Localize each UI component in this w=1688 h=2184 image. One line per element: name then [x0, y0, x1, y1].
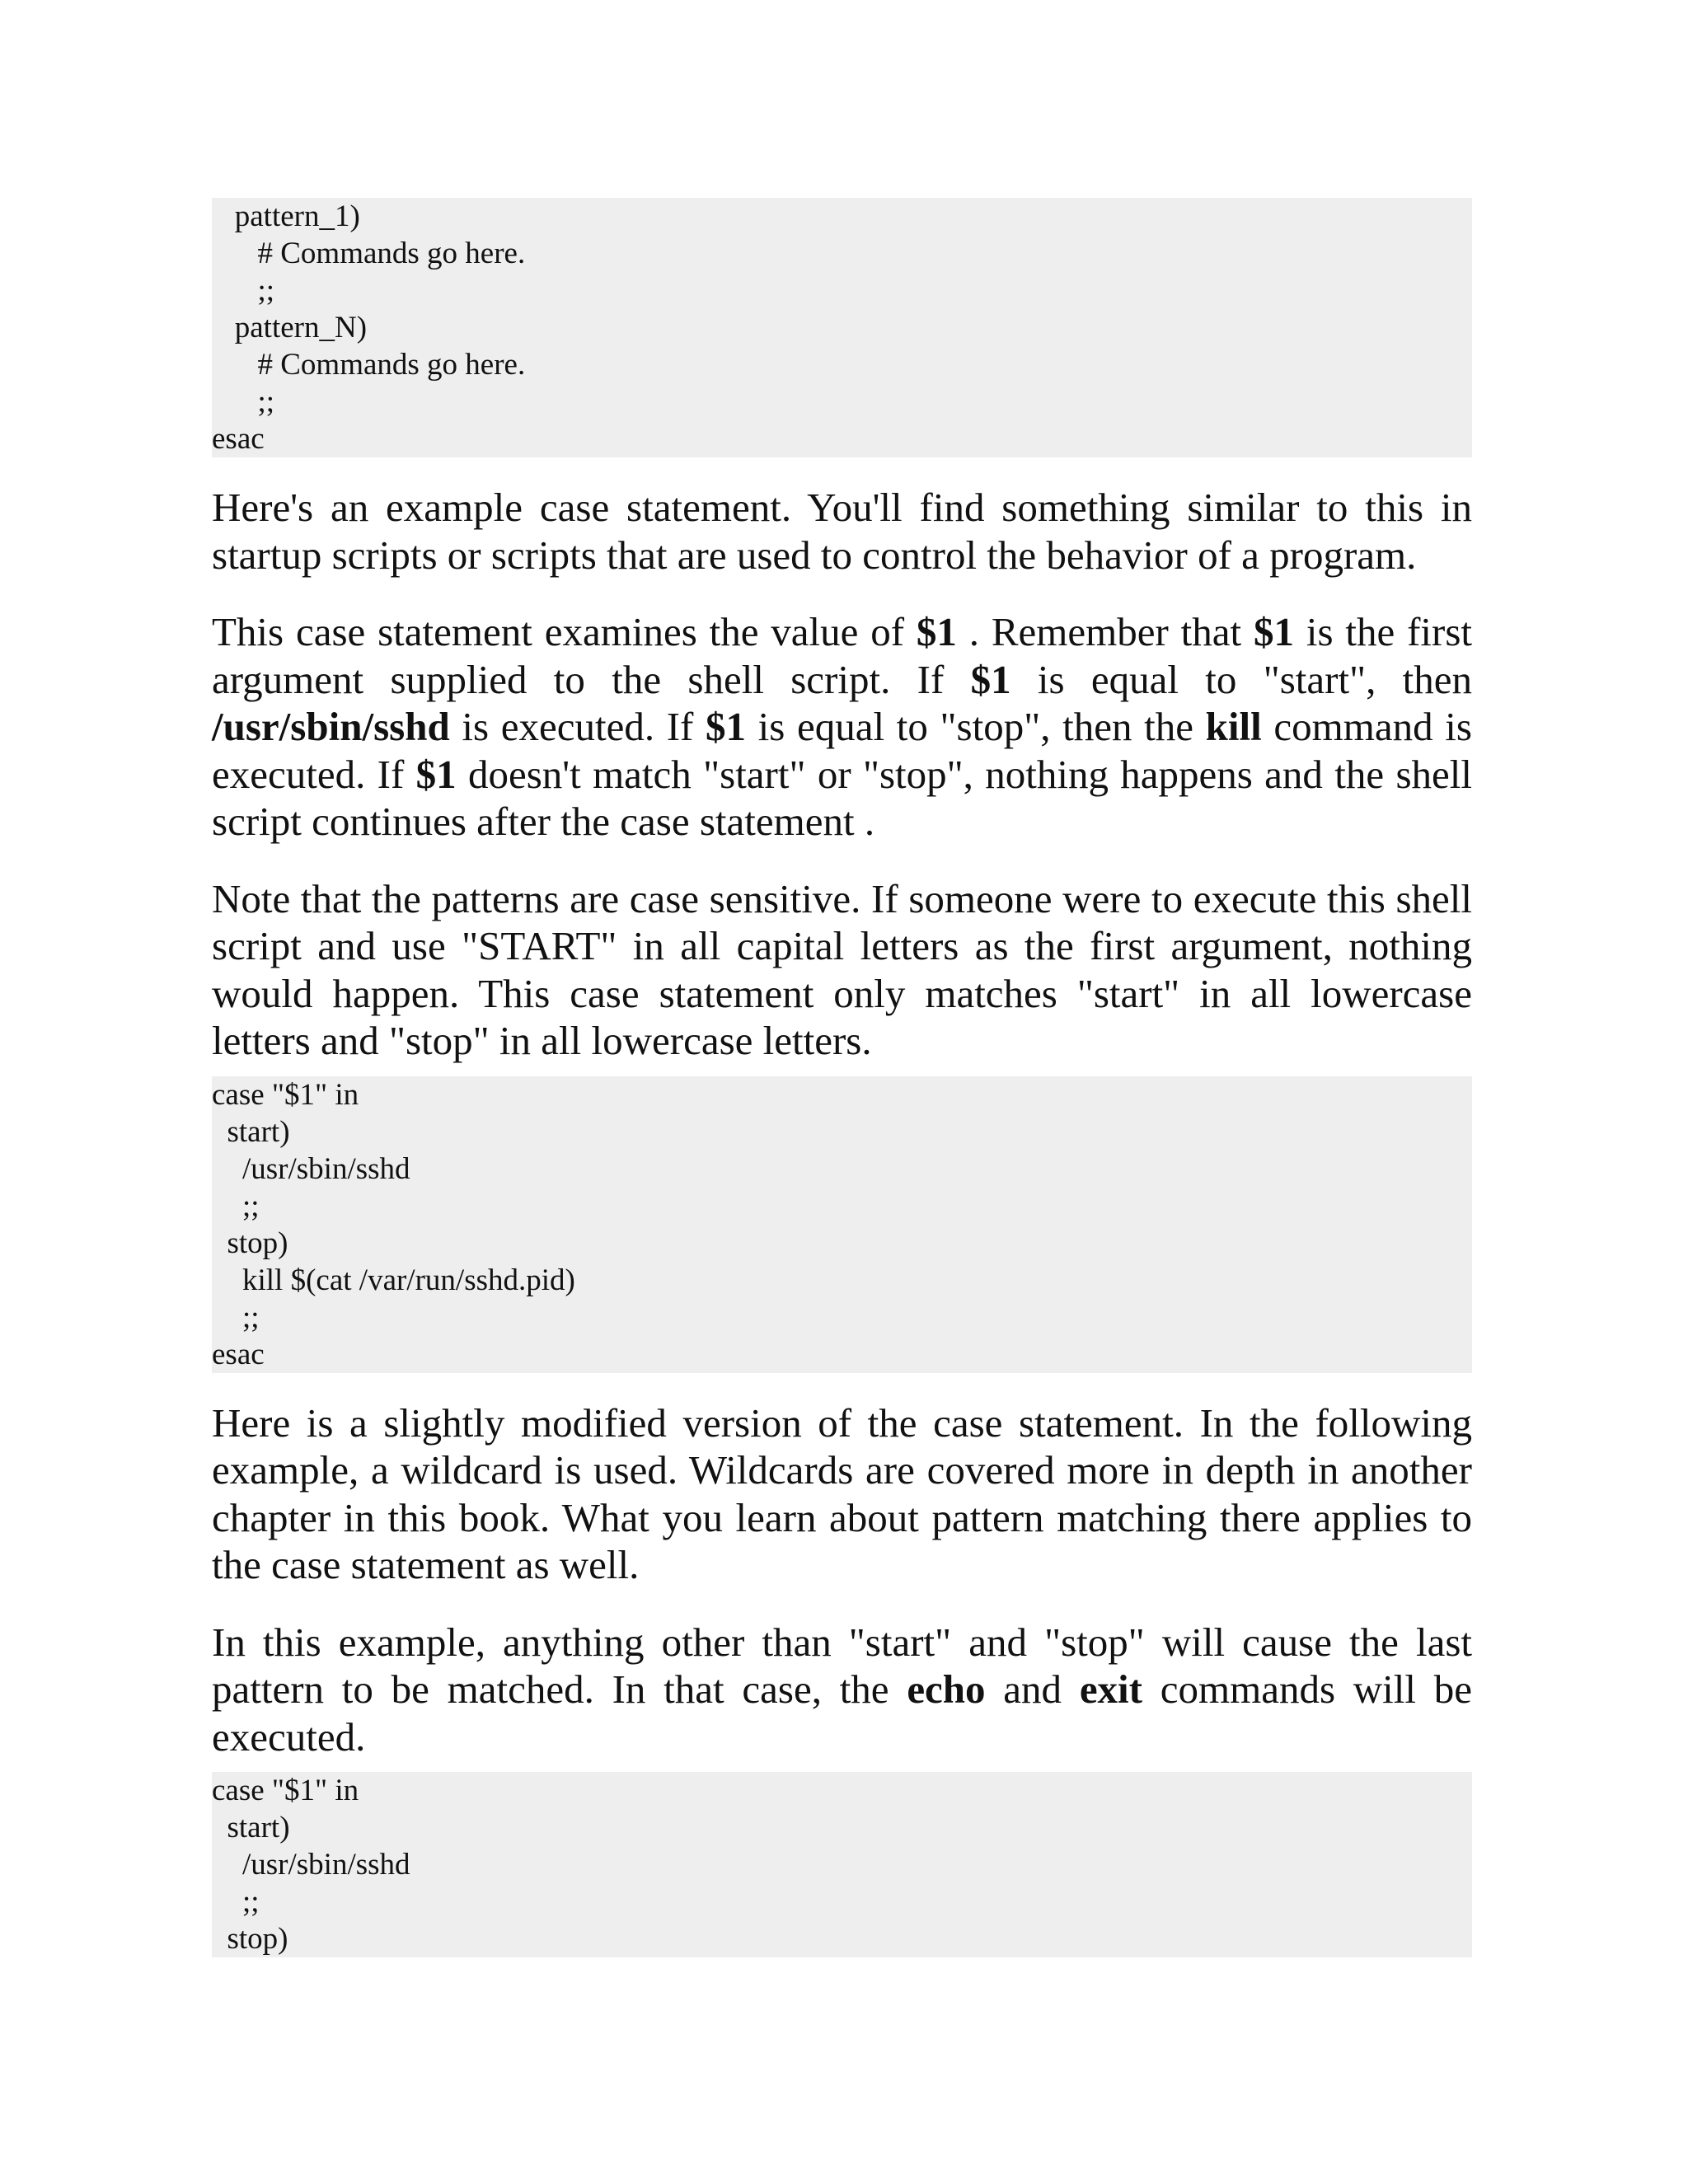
bold-term: kill — [1205, 704, 1262, 749]
code-line: ;; — [212, 1300, 260, 1334]
code-line: pattern_N) — [212, 311, 368, 344]
code-block-case-template — [212, 198, 1472, 457]
text-run: This case statement examines the value of — [212, 609, 917, 654]
code-block-start-stop — [212, 1076, 1472, 1373]
code-line: case "$1" in — [212, 1077, 359, 1112]
bold-term: $1 — [970, 656, 1011, 702]
paragraph-case-sensitive-note: Note that the patterns are case sensitive. If someone were to execute this shell script and use "START" in all capital letters as the first argument, nothing would happen. This case statement only matches "start" in all lowercase letters and "stop" in all lowercase letters. — [212, 875, 1472, 1063]
code-line: start) — [212, 1811, 290, 1844]
code-line: ;; — [212, 1885, 260, 1919]
text-run: command is executed. If — [212, 704, 1472, 797]
code-line: /usr/sbin/sshd — [212, 1151, 410, 1186]
code-line: pattern_1) — [212, 199, 360, 233]
code-line: ;; — [212, 274, 275, 307]
paragraph-case-explanation — [212, 608, 1472, 846]
bold-term: exit — [1079, 1666, 1142, 1712]
code-line: stop) — [212, 1922, 288, 1956]
code-line: case "$1" in — [212, 1774, 359, 1807]
code-line: ;; — [212, 385, 275, 419]
code-line: kill $(cat /var/run/sshd.pid) — [212, 1263, 575, 1297]
text-run: is the first argument supplied to the shell script. If — [212, 609, 1473, 702]
code-line: stop) — [212, 1226, 288, 1260]
code-block-wildcard — [212, 1772, 1472, 1957]
code-line: # Commands go here. — [212, 348, 526, 382]
text-run: . Remember that — [956, 609, 1254, 654]
code-line: # Commands go here. — [212, 237, 526, 270]
bold-term: $1 — [706, 704, 747, 749]
bold-term: echo — [907, 1666, 986, 1712]
document-page — [212, 198, 1472, 1957]
bold-term: $1 — [1254, 609, 1294, 654]
paragraph-wildcard-intro: Here is a slightly modified version of the case statement. In the following example, a wildcard is used. Wildcards are covered more in depth in another chapter in this book. What you learn about pattern matching there applies to the case statement as well. — [212, 1399, 1472, 1587]
text-run: is equal to "stop", then the — [746, 704, 1206, 749]
bold-term: $1 — [415, 751, 457, 797]
bold-term: /usr/sbin/sshd — [212, 704, 450, 749]
code-line: /usr/sbin/sshd — [212, 1848, 410, 1882]
text-run: In this example, anything other than "start" and "stop" will cause the last pattern to be matched. In that case, the — [212, 1619, 1472, 1712]
code-line: ;; — [212, 1188, 260, 1223]
text-run: is executed. If — [449, 704, 706, 749]
bold-term: $1 — [916, 609, 957, 654]
paragraph-wildcard-explanation — [212, 1619, 1472, 1761]
code-line: start) — [212, 1114, 290, 1149]
text-run: and — [985, 1666, 1080, 1712]
code-line: esac — [212, 422, 265, 456]
paragraph-example-intro: Here's an example case statement. You'll find something similar to this in startup scripts or scripts that are used to control the behavior of a program. — [212, 485, 1472, 578]
text-run: commands will be executed. — [212, 1666, 1473, 1760]
code-line: esac — [212, 1337, 265, 1371]
text-run: doesn't match "start" or "stop", nothing happens and the shell script continues after the case statement . — [212, 751, 1472, 844]
text-run: is equal to "start", then — [1010, 656, 1472, 702]
